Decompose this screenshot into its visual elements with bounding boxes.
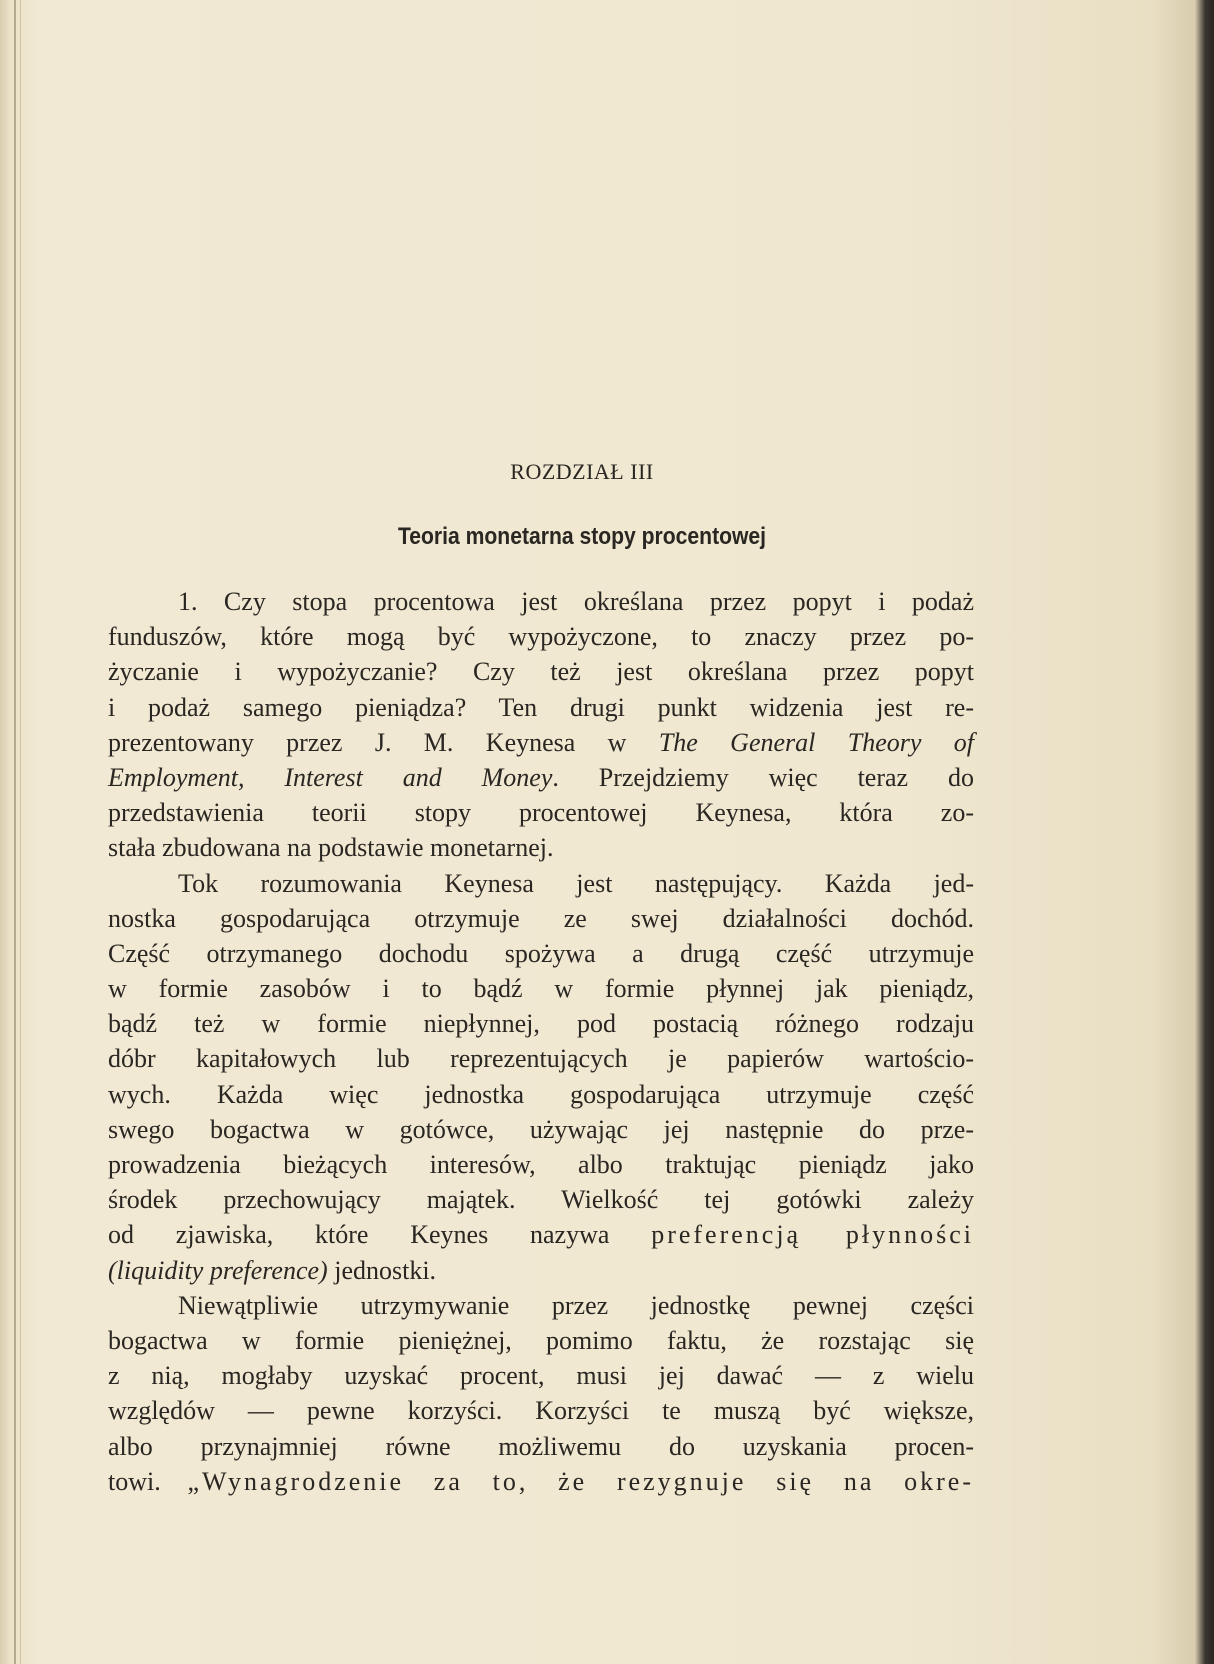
text-segment: 1. Czy stopa procentowa jest określana przez popyt i podaż [178, 587, 974, 616]
text-line [108, 901, 974, 936]
text-segment: bądź też w formie niepłynnej, pod postacią różnego rodzaju [108, 1009, 974, 1039]
text-segment: prowadzenia bieżących interesów, albo traktując pieniądz jako [108, 1150, 974, 1179]
text-line [108, 936, 974, 971]
chapter-title: Teoria monetarna stopy procentowej [397, 523, 767, 550]
text-line [108, 1253, 974, 1288]
text-line [108, 690, 974, 725]
body-text [108, 584, 974, 1499]
page-edge [20, 0, 21, 1664]
text-segment: przedstawienia teorii stopy procentowej Keynesa, która zo- [108, 798, 974, 828]
text-line [108, 795, 974, 830]
text-segment: stała zbudowana na podstawie monetarnej. [108, 833, 554, 863]
text-segment: z nią, mogłaby uzyskać procent, musi jej dawać — z wielu [108, 1361, 974, 1391]
text-line [108, 866, 974, 901]
italic-text: (liquidity preference) [108, 1255, 328, 1285]
text-line [108, 1147, 974, 1182]
text-line [108, 725, 974, 760]
text-line [108, 1041, 974, 1076]
text-segment: . Przejdziemy więc teraz do [552, 762, 974, 792]
text-segment: życzanie i wypożyczanie? Czy też jest określana przez popyt [108, 657, 974, 687]
text-line [108, 1006, 974, 1041]
text-line [108, 1112, 974, 1147]
text-segment: wych. Każda więc jednostka gospodarująca utrzymuje część [108, 1079, 974, 1109]
text-segment: Niewątpliwie utrzymywanie przez jednostkę pewnej części [178, 1290, 974, 1320]
text-line [108, 760, 974, 795]
text-line [108, 619, 974, 654]
text-line [108, 1288, 974, 1323]
text-segment: Tok rozumowania Keynesa jest następujący. Każda jed- [178, 868, 974, 898]
text-line [108, 584, 974, 619]
text-line [108, 1464, 974, 1499]
text-segment: prezentowany przez J. M. Keynesa w [108, 727, 659, 757]
text-segment: preferencją płynności [651, 1220, 974, 1250]
text-segment: w formie zasobów i to bądź w formie płynnej jak pieniądz, [108, 974, 974, 1004]
text-segment: względów — pewne korzyści. Korzyści te muszą być większe, [108, 1396, 974, 1426]
chapter-heading: ROZDZIAŁ III [510, 459, 654, 484]
text-line [108, 1077, 974, 1112]
text-line [108, 971, 974, 1006]
text-line [108, 1323, 974, 1358]
text-segment: towi. [108, 1466, 188, 1496]
text-segment: swego bogactwa w gotówce, używając jej następnie do prze- [108, 1114, 974, 1144]
text-segment: funduszów, które mogą być wypożyczone, to znaczy przez po- [108, 622, 974, 652]
text-segment: od zjawiska, które Keynes nazywa [108, 1220, 652, 1250]
italic-text: The General Theory of [658, 727, 974, 757]
text-line [108, 654, 974, 689]
text-segment: i podaż samego pieniądza? Ten drugi punkt widzenia jest re- [108, 692, 974, 722]
page-edge [14, 0, 16, 1664]
text-segment: jednostki. [327, 1255, 437, 1285]
text-segment: Część otrzymanego dochodu spożywa a drugą część utrzymuje [108, 938, 974, 968]
text-line [108, 1358, 974, 1393]
text-line [108, 1393, 974, 1428]
text-segment: dóbr kapitałowych lub reprezentujących je papierów wartościo- [108, 1044, 974, 1074]
text-segment: środek przechowujący majątek. Wielkość tej gotówki zależy [108, 1185, 974, 1215]
text-line [108, 1217, 974, 1252]
text-segment: nostka gospodarująca otrzymuje ze swej działalności dochód. [108, 903, 974, 933]
text-segment: albo przynajmniej równe możliwemu do uzyskania procen- [108, 1431, 974, 1461]
text-segment: bogactwa w formie pieniężnej, pomimo faktu, że rozstając się [108, 1325, 974, 1355]
text-segment: „Wynagrodzenie za to, że rezygnuje się na okre- [187, 1466, 974, 1496]
text-line [108, 830, 974, 865]
italic-text: Employment, Interest and Money [108, 762, 553, 792]
text-line [108, 1182, 974, 1217]
text-line [108, 1429, 974, 1464]
